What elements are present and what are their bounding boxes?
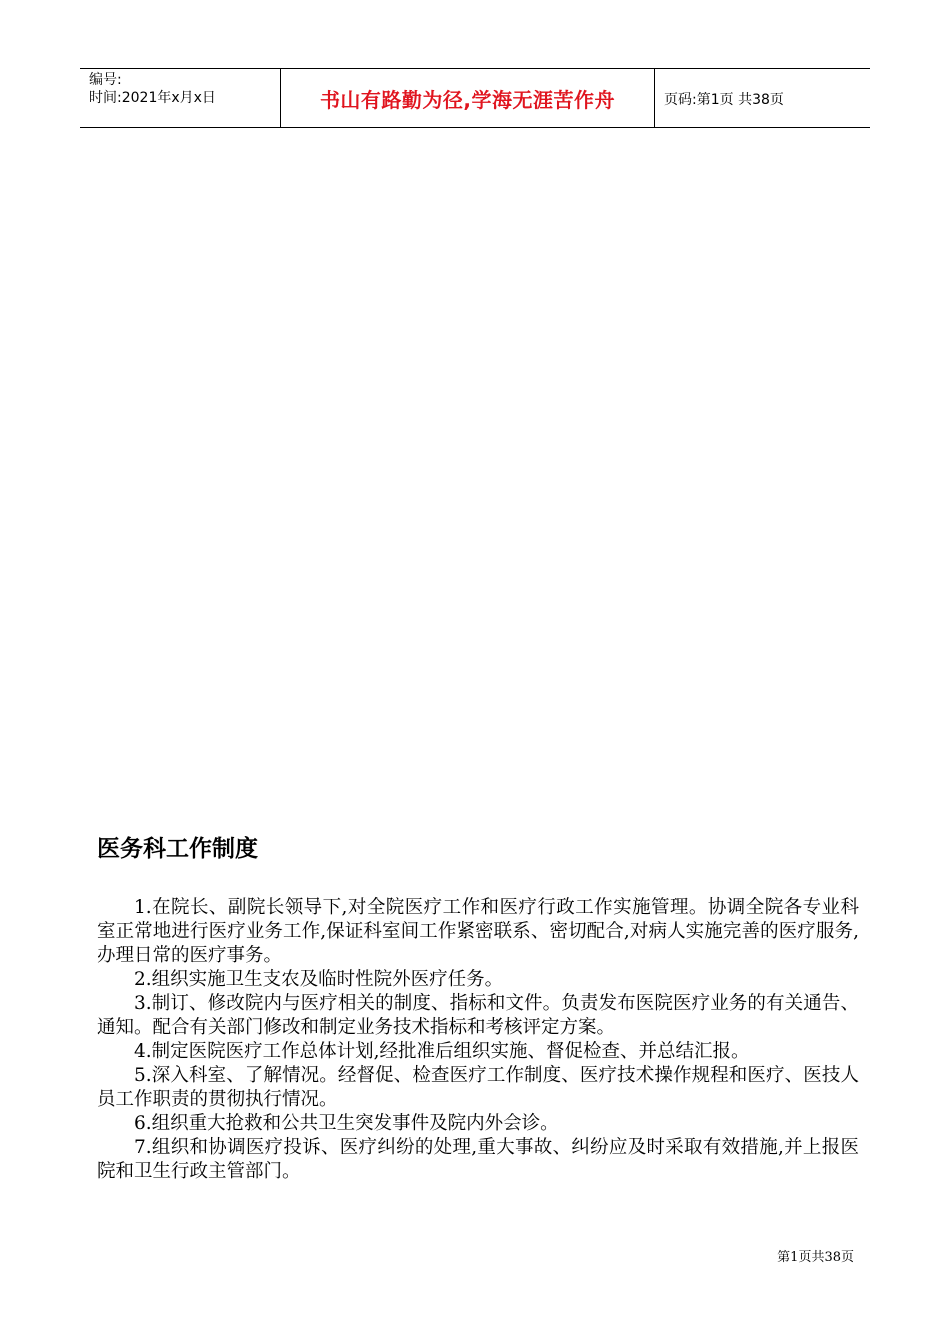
page-header <box>80 68 870 128</box>
document-body <box>97 896 859 1184</box>
paragraph: 1.在院长、副院长领导下,对全院医疗工作和医疗行政工作实施管理。协调全院各专业科室正常地进行医疗业务工作,保证科室间工作紧密联系、密切配合,对病人实施完善的医疗服务,办理日常的医疗事务。 <box>97 897 859 966</box>
paragraph: 3.制订、修改院内与医疗相关的制度、指标和文件。负责发布医院医疗业务的有关通告、通知。配合有关部门修改和制定业务技术指标和考核评定方案。 <box>97 993 859 1038</box>
paragraph: 4.制定医院医疗工作总体计划,经批准后组织实施、督促检查、并总结汇报。 <box>134 1041 750 1062</box>
document-title: 医务科工作制度 <box>97 835 258 862</box>
paragraph: 6.组织重大抢救和公共卫生突发事件及院内外会诊。 <box>134 1113 559 1134</box>
page-footer: 第1页共38页 <box>777 1250 854 1265</box>
header-page-code: 页码:第1页 共38页 <box>664 91 784 108</box>
header-motto: 书山有路勤为径,学海无涯苦作舟 <box>319 88 616 112</box>
header-meta-cell <box>80 69 281 128</box>
document-number-label: 编号: <box>89 72 122 88</box>
header-motto-cell <box>281 69 655 128</box>
paragraph: 2.组织实施卫生支农及临时性院外医疗任务。 <box>134 969 504 990</box>
document-date: 时间:2021年x月x日 <box>89 90 216 106</box>
header-page-cell <box>655 69 870 128</box>
paragraph: 7.组织和协调医疗投诉、医疗纠纷的处理,重大事故、纠纷应及时采取有效措施,并上报医院和卫生行政主管部门。 <box>97 1137 859 1182</box>
paragraph: 5.深入科室、了解情况。经督促、检查医疗工作制度、医疗技术操作规程和医疗、医技人员工作职责的贯彻执行情况。 <box>97 1065 859 1110</box>
